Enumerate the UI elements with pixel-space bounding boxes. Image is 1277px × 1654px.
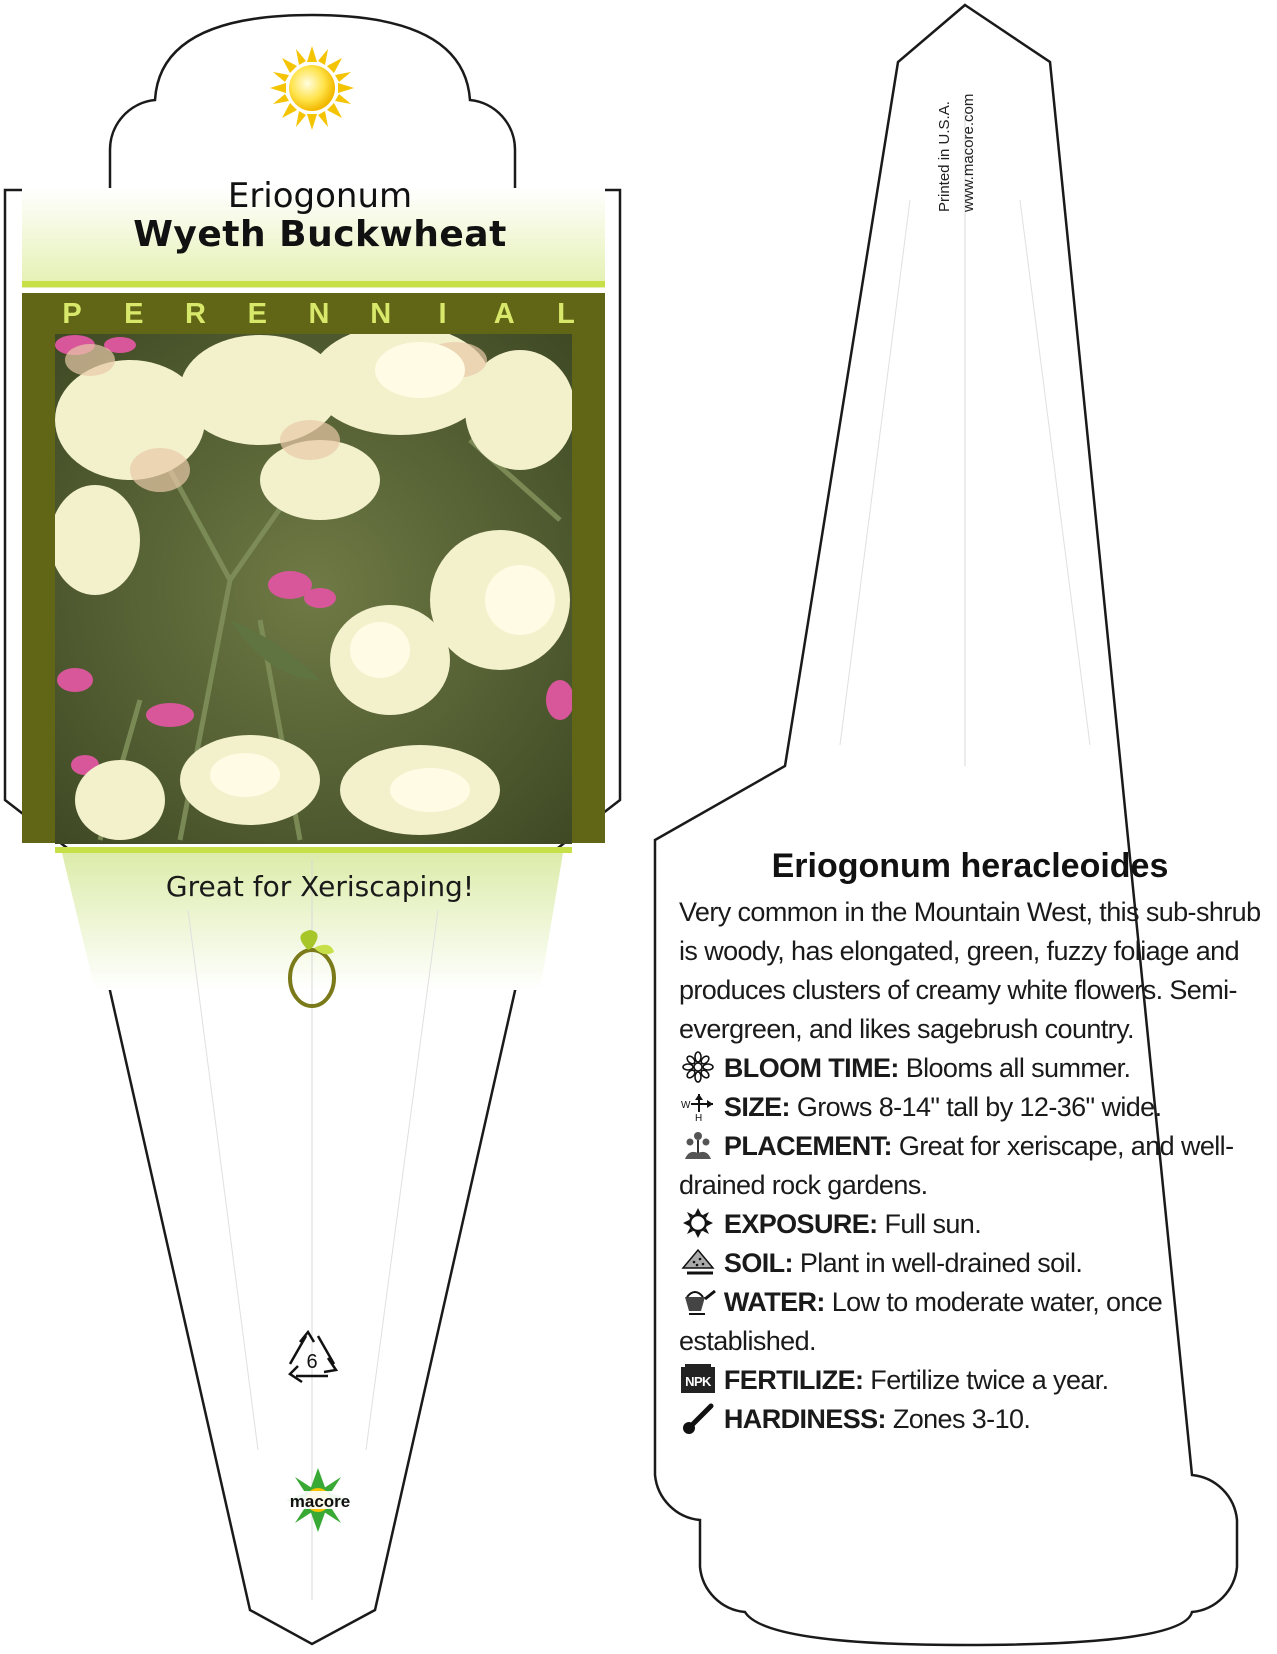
size-h-letter: H: [695, 1113, 702, 1122]
botanical-name: Eriogonum heracleoides: [771, 847, 1169, 885]
category-letter: N: [370, 298, 392, 330]
printed-in: Printed in U.S.A.: [936, 101, 953, 212]
thermometer-icon: [679, 1402, 717, 1434]
attr-value: Full sun.: [884, 1209, 982, 1239]
attr-bloom-time: [679, 1049, 1277, 1088]
sun-icon: [270, 46, 354, 130]
size-icon: [679, 1090, 717, 1122]
soil-icon: [679, 1246, 717, 1278]
flower-icon: [679, 1051, 717, 1083]
npk-text: NPK: [685, 1374, 711, 1389]
attr-fertilize: [679, 1361, 1277, 1400]
attr-size: [679, 1088, 1277, 1127]
placement-icon: [679, 1129, 717, 1161]
attr-label: FERTILIZE:: [723, 1365, 864, 1395]
attr-label: SIZE:: [723, 1092, 790, 1122]
attr-label: PLACEMENT:: [723, 1131, 892, 1161]
print-info: [936, 52, 992, 212]
common-name: Wyeth Buckwheat: [133, 214, 507, 255]
plant-photo: [50, 325, 575, 844]
category-letter: R: [185, 298, 206, 330]
attr-label: EXPOSURE:: [723, 1209, 878, 1239]
category-letter: E: [247, 298, 267, 330]
attr-value: Zones 3-10.: [892, 1404, 1031, 1434]
attr-value: Plant in well-drained soil.: [799, 1248, 1083, 1278]
attr-soil: [679, 1244, 1277, 1283]
watering-can-icon: [679, 1285, 717, 1317]
category-letter: I: [438, 298, 447, 330]
genus-name: Eriogonum: [227, 176, 413, 216]
attr-water: [679, 1283, 1277, 1361]
tagline: Great for Xeriscaping!: [165, 870, 475, 903]
category-label: [60, 298, 578, 331]
attr-exposure: [679, 1205, 1277, 1244]
attr-label: WATER:: [723, 1287, 825, 1317]
care-info: [679, 893, 1277, 1439]
attr-hardiness: [679, 1400, 1277, 1439]
attr-value: Low to moderate water, once established.: [679, 1287, 1163, 1356]
attr-value: Fertilize twice a year.: [870, 1365, 1109, 1395]
brand-name: macore: [289, 1492, 351, 1511]
category-letter: A: [493, 298, 515, 330]
attr-label: BLOOM TIME:: [723, 1053, 899, 1083]
attr-value: Great for xeriscape, and well-drained rock gardens.: [679, 1131, 1234, 1200]
category-letter: L: [557, 298, 575, 330]
attr-label: HARDINESS:: [723, 1404, 886, 1434]
category-letter: N: [308, 298, 330, 330]
sun-outline-icon: [679, 1207, 717, 1239]
npk-icon: [679, 1363, 717, 1395]
description: Very common in the Mountain West, this sub-shrub is woody, has elongated, green, fuzzy foliage and produces clusters of creamy white flowers. Semi-evergreen, and likes sagebrush country.: [679, 897, 1261, 1044]
attr-value: Blooms all summer.: [905, 1053, 1131, 1083]
size-w-letter: W: [681, 1100, 690, 1111]
attr-placement: [679, 1127, 1277, 1205]
category-letter: E: [124, 298, 144, 330]
website: www.macore.com: [960, 93, 977, 212]
category-letter: P: [62, 298, 82, 330]
attr-label: SOIL:: [723, 1248, 793, 1278]
recycle-code: 6: [306, 1351, 318, 1373]
attr-value: Grows 8-14" tall by 12-36" wide.: [796, 1092, 1162, 1122]
